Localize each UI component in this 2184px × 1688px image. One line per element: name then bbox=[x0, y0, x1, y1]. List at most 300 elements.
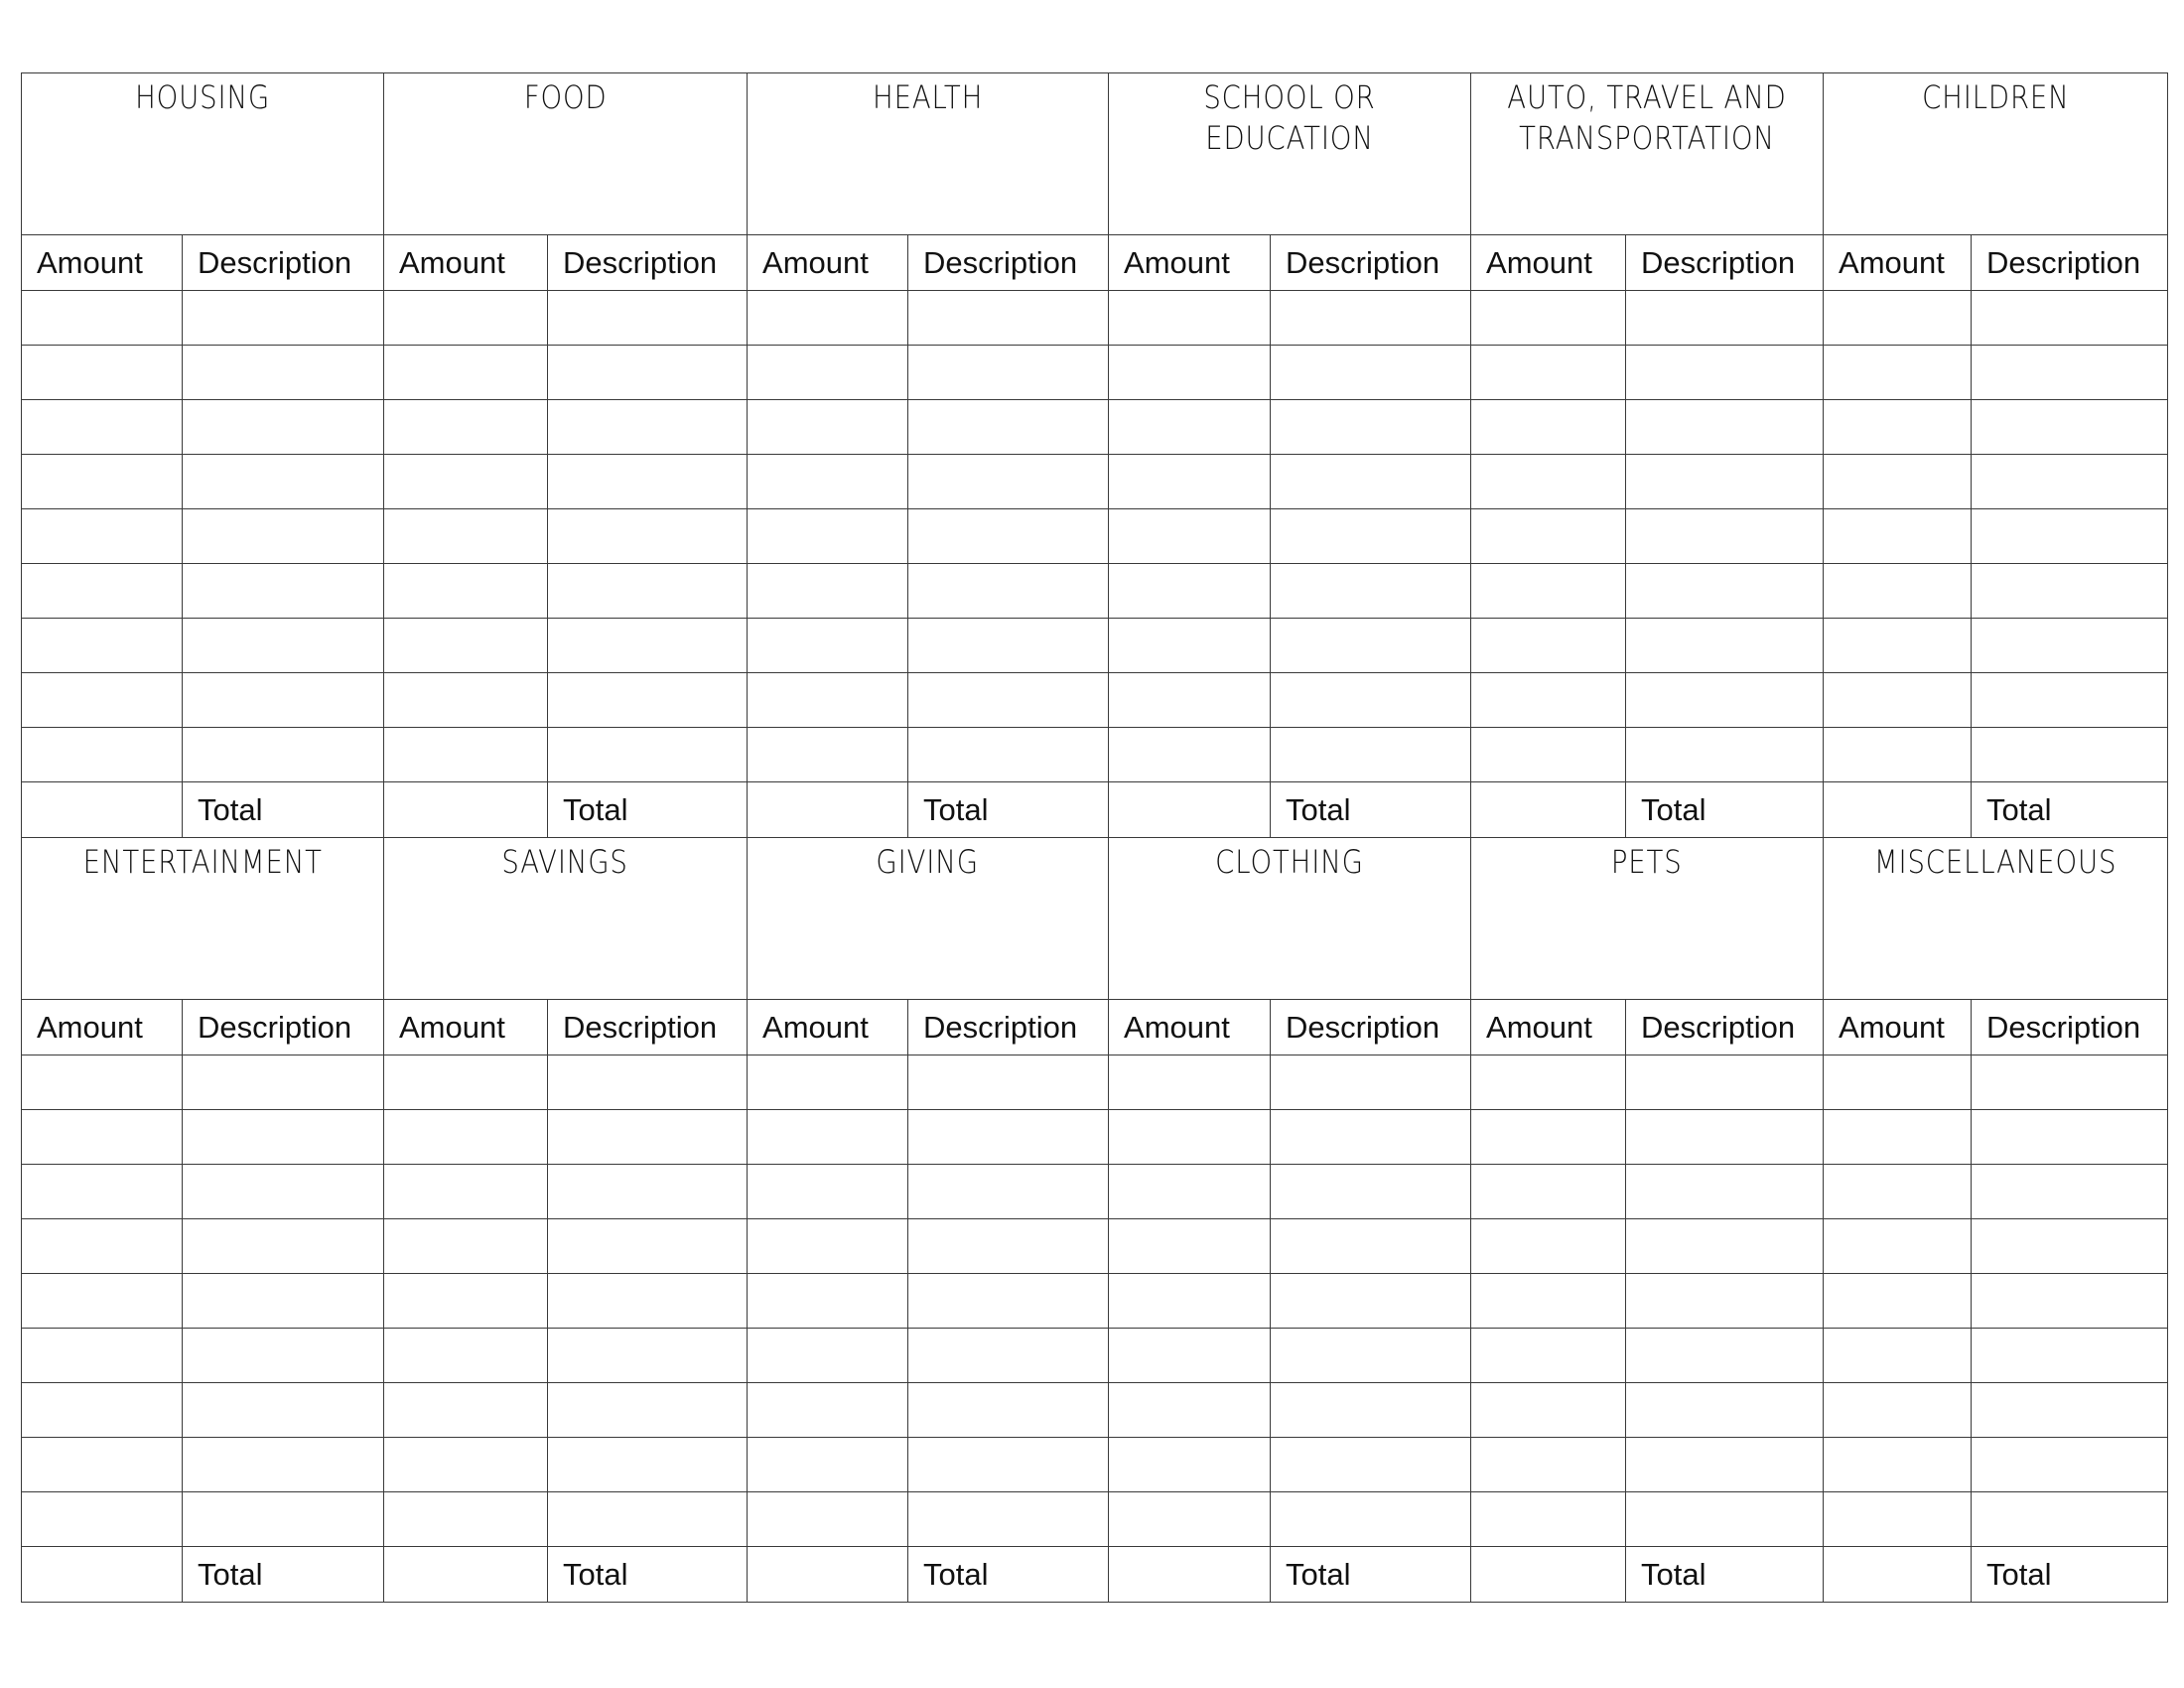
description-entry-cell[interactable] bbox=[1972, 346, 2168, 400]
amount-entry-cell[interactable] bbox=[1824, 1110, 1972, 1165]
category-title-cell bbox=[1471, 838, 1824, 1000]
amount-entry-cell[interactable] bbox=[384, 455, 548, 509]
entry-row bbox=[22, 1274, 2168, 1329]
amount-entry-cell[interactable] bbox=[1824, 1274, 1972, 1329]
amount-entry-cell[interactable] bbox=[748, 1383, 908, 1438]
amount-entry-cell[interactable] bbox=[22, 728, 183, 782]
entry-row bbox=[22, 619, 2168, 673]
description-entry-cell[interactable] bbox=[548, 673, 748, 728]
amount-entry-cell[interactable] bbox=[384, 509, 548, 564]
amount-entry-cell[interactable] bbox=[1824, 1438, 1972, 1492]
amount-entry-cell[interactable] bbox=[1824, 509, 1972, 564]
amount-entry-cell[interactable] bbox=[384, 291, 548, 346]
amount-entry-cell[interactable] bbox=[384, 1438, 548, 1492]
amount-entry-cell[interactable] bbox=[22, 1219, 183, 1274]
column-header-row bbox=[22, 1000, 2168, 1055]
amount-column-header: Amount bbox=[748, 1000, 908, 1055]
description-entry-cell[interactable] bbox=[1626, 619, 1824, 673]
entry-row bbox=[22, 400, 2168, 455]
amount-column-header: Amount bbox=[1109, 1000, 1271, 1055]
description-entry-cell[interactable] bbox=[1271, 1110, 1471, 1165]
total-label: Total bbox=[908, 1547, 1109, 1603]
amount-entry-cell[interactable] bbox=[748, 291, 908, 346]
description-entry-cell[interactable] bbox=[1271, 1329, 1471, 1383]
amount-entry-cell[interactable] bbox=[22, 509, 183, 564]
category-title: AUTO, TRAVEL AND TRANSPORTATION bbox=[1507, 78, 1787, 157]
amount-entry-cell[interactable] bbox=[22, 619, 183, 673]
description-entry-cell[interactable] bbox=[183, 619, 384, 673]
description-entry-cell[interactable] bbox=[1626, 1438, 1824, 1492]
amount-column-header: Amount bbox=[1824, 235, 1972, 291]
category-title-cell bbox=[384, 73, 748, 235]
description-entry-cell[interactable] bbox=[1626, 1219, 1824, 1274]
amount-entry-cell[interactable] bbox=[1109, 1165, 1271, 1219]
amount-entry-cell[interactable] bbox=[1824, 1492, 1972, 1547]
description-entry-cell[interactable] bbox=[548, 1383, 748, 1438]
entry-row bbox=[22, 346, 2168, 400]
category-title: ENTERTAINMENT bbox=[82, 843, 323, 881]
description-entry-cell[interactable] bbox=[1972, 673, 2168, 728]
description-entry-cell[interactable] bbox=[183, 291, 384, 346]
entry-row bbox=[22, 1383, 2168, 1438]
amount-entry-cell[interactable] bbox=[384, 1055, 548, 1110]
category-title-cell bbox=[1824, 73, 2168, 235]
amount-entry-cell[interactable] bbox=[1109, 400, 1271, 455]
description-entry-cell[interactable] bbox=[1271, 564, 1471, 619]
amount-entry-cell[interactable] bbox=[1471, 1438, 1626, 1492]
description-entry-cell[interactable] bbox=[183, 1383, 384, 1438]
description-entry-cell[interactable] bbox=[1972, 564, 2168, 619]
description-entry-cell[interactable] bbox=[1271, 346, 1471, 400]
description-entry-cell[interactable] bbox=[1972, 1438, 2168, 1492]
description-entry-cell[interactable] bbox=[908, 1055, 1109, 1110]
description-entry-cell[interactable] bbox=[548, 619, 748, 673]
description-entry-cell[interactable] bbox=[908, 346, 1109, 400]
category-title: GIVING bbox=[876, 843, 980, 881]
total-label: Total bbox=[1626, 782, 1824, 838]
amount-entry-cell[interactable] bbox=[748, 400, 908, 455]
description-entry-cell[interactable] bbox=[1972, 1110, 2168, 1165]
amount-column-header: Amount bbox=[22, 1000, 183, 1055]
description-entry-cell[interactable] bbox=[548, 564, 748, 619]
description-entry-cell[interactable] bbox=[1271, 455, 1471, 509]
description-entry-cell[interactable] bbox=[1626, 564, 1824, 619]
amount-entry-cell[interactable] bbox=[1824, 291, 1972, 346]
amount-entry-cell[interactable] bbox=[748, 1055, 908, 1110]
description-entry-cell[interactable] bbox=[908, 1438, 1109, 1492]
amount-entry-cell[interactable] bbox=[1824, 728, 1972, 782]
description-entry-cell[interactable] bbox=[1271, 509, 1471, 564]
amount-entry-cell[interactable] bbox=[1824, 400, 1972, 455]
category-title: CLOTHING bbox=[1215, 843, 1364, 881]
amount-entry-cell[interactable] bbox=[384, 1110, 548, 1165]
category-title-cell bbox=[384, 838, 748, 1000]
amount-entry-cell[interactable] bbox=[1109, 728, 1271, 782]
amount-entry-cell[interactable] bbox=[1109, 1274, 1271, 1329]
description-entry-cell[interactable] bbox=[1626, 509, 1824, 564]
description-entry-cell[interactable] bbox=[183, 346, 384, 400]
description-entry-cell[interactable] bbox=[183, 1110, 384, 1165]
description-column-header: Description bbox=[1626, 235, 1824, 291]
description-entry-cell[interactable] bbox=[908, 1383, 1109, 1438]
category-title-cell bbox=[1824, 838, 2168, 1000]
entry-row bbox=[22, 509, 2168, 564]
description-entry-cell[interactable] bbox=[1271, 1055, 1471, 1110]
description-entry-cell[interactable] bbox=[1271, 1383, 1471, 1438]
total-label: Total bbox=[183, 1547, 384, 1603]
description-entry-cell[interactable] bbox=[908, 673, 1109, 728]
total-amount-cell[interactable] bbox=[1824, 782, 1972, 838]
amount-entry-cell[interactable] bbox=[1471, 1165, 1626, 1219]
total-label: Total bbox=[183, 782, 384, 838]
amount-entry-cell[interactable] bbox=[1109, 1110, 1271, 1165]
description-entry-cell[interactable] bbox=[908, 1492, 1109, 1547]
category-title-cell bbox=[22, 73, 384, 235]
description-entry-cell[interactable] bbox=[183, 564, 384, 619]
description-entry-cell[interactable] bbox=[908, 619, 1109, 673]
category-title-cell bbox=[748, 73, 1109, 235]
amount-entry-cell[interactable] bbox=[22, 1438, 183, 1492]
amount-entry-cell[interactable] bbox=[748, 346, 908, 400]
amount-entry-cell[interactable] bbox=[1109, 346, 1271, 400]
amount-entry-cell[interactable] bbox=[1824, 564, 1972, 619]
description-entry-cell[interactable] bbox=[1972, 455, 2168, 509]
description-entry-cell[interactable] bbox=[183, 728, 384, 782]
description-column-header: Description bbox=[1271, 235, 1471, 291]
entry-row bbox=[22, 564, 2168, 619]
amount-entry-cell[interactable] bbox=[22, 291, 183, 346]
amount-entry-cell[interactable] bbox=[1471, 728, 1626, 782]
amount-entry-cell[interactable] bbox=[22, 564, 183, 619]
amount-entry-cell[interactable] bbox=[1471, 564, 1626, 619]
description-entry-cell[interactable] bbox=[183, 1492, 384, 1547]
entry-row bbox=[22, 728, 2168, 782]
total-row bbox=[22, 1547, 2168, 1603]
budget-worksheet-table bbox=[21, 72, 2168, 1603]
description-column-header: Description bbox=[1271, 1000, 1471, 1055]
amount-entry-cell[interactable] bbox=[1471, 509, 1626, 564]
category-title: MISCELLANEOUS bbox=[1873, 843, 2117, 881]
amount-entry-cell[interactable] bbox=[384, 1165, 548, 1219]
total-amount-cell[interactable] bbox=[1471, 782, 1626, 838]
description-entry-cell[interactable] bbox=[1626, 1110, 1824, 1165]
description-entry-cell[interactable] bbox=[908, 400, 1109, 455]
amount-entry-cell[interactable] bbox=[22, 400, 183, 455]
amount-entry-cell[interactable] bbox=[384, 1383, 548, 1438]
amount-entry-cell[interactable] bbox=[1109, 673, 1271, 728]
description-entry-cell[interactable] bbox=[1626, 1055, 1824, 1110]
description-entry-cell[interactable] bbox=[1271, 1219, 1471, 1274]
description-entry-cell[interactable] bbox=[183, 1055, 384, 1110]
description-entry-cell[interactable] bbox=[1626, 1274, 1824, 1329]
amount-entry-cell[interactable] bbox=[748, 455, 908, 509]
description-entry-cell[interactable] bbox=[1626, 455, 1824, 509]
total-amount-cell[interactable] bbox=[384, 1547, 548, 1603]
amount-entry-cell[interactable] bbox=[1109, 619, 1271, 673]
column-header-row bbox=[22, 235, 2168, 291]
description-entry-cell[interactable] bbox=[1271, 728, 1471, 782]
total-label: Total bbox=[1972, 1547, 2168, 1603]
amount-entry-cell[interactable] bbox=[384, 619, 548, 673]
description-column-header: Description bbox=[1972, 235, 2168, 291]
amount-entry-cell[interactable] bbox=[384, 564, 548, 619]
amount-entry-cell[interactable] bbox=[384, 346, 548, 400]
description-entry-cell[interactable] bbox=[1626, 728, 1824, 782]
amount-entry-cell[interactable] bbox=[1824, 1329, 1972, 1383]
total-amount-cell[interactable] bbox=[748, 782, 908, 838]
amount-entry-cell[interactable] bbox=[384, 400, 548, 455]
total-amount-cell[interactable] bbox=[1824, 1547, 1972, 1603]
description-entry-cell[interactable] bbox=[1271, 1274, 1471, 1329]
amount-entry-cell[interactable] bbox=[1471, 673, 1626, 728]
amount-entry-cell[interactable] bbox=[748, 1492, 908, 1547]
description-entry-cell[interactable] bbox=[1271, 619, 1471, 673]
amount-entry-cell[interactable] bbox=[1824, 619, 1972, 673]
amount-entry-cell[interactable] bbox=[1824, 1165, 1972, 1219]
description-entry-cell[interactable] bbox=[548, 1438, 748, 1492]
description-entry-cell[interactable] bbox=[1271, 291, 1471, 346]
total-label: Total bbox=[1972, 782, 2168, 838]
total-amount-cell[interactable] bbox=[22, 782, 183, 838]
category-header-row bbox=[22, 838, 2168, 1000]
amount-entry-cell[interactable] bbox=[748, 1110, 908, 1165]
amount-entry-cell[interactable] bbox=[1824, 1055, 1972, 1110]
amount-entry-cell[interactable] bbox=[1109, 1329, 1271, 1383]
amount-entry-cell[interactable] bbox=[22, 1110, 183, 1165]
description-entry-cell[interactable] bbox=[1972, 1383, 2168, 1438]
description-entry-cell[interactable] bbox=[548, 509, 748, 564]
amount-entry-cell[interactable] bbox=[748, 564, 908, 619]
description-entry-cell[interactable] bbox=[1972, 400, 2168, 455]
total-label: Total bbox=[548, 1547, 748, 1603]
amount-entry-cell[interactable] bbox=[22, 1165, 183, 1219]
description-entry-cell[interactable] bbox=[908, 1274, 1109, 1329]
description-entry-cell[interactable] bbox=[1626, 400, 1824, 455]
description-entry-cell[interactable] bbox=[1972, 509, 2168, 564]
amount-entry-cell[interactable] bbox=[748, 1329, 908, 1383]
description-entry-cell[interactable] bbox=[548, 1329, 748, 1383]
description-entry-cell[interactable] bbox=[1271, 1438, 1471, 1492]
description-entry-cell[interactable] bbox=[1972, 619, 2168, 673]
description-entry-cell[interactable] bbox=[548, 1110, 748, 1165]
amount-entry-cell[interactable] bbox=[1471, 291, 1626, 346]
amount-entry-cell[interactable] bbox=[1109, 1383, 1271, 1438]
description-entry-cell[interactable] bbox=[1972, 728, 2168, 782]
description-entry-cell[interactable] bbox=[183, 455, 384, 509]
amount-column-header: Amount bbox=[1471, 235, 1626, 291]
amount-entry-cell[interactable] bbox=[1471, 1329, 1626, 1383]
amount-entry-cell[interactable] bbox=[748, 1165, 908, 1219]
amount-entry-cell[interactable] bbox=[22, 346, 183, 400]
amount-entry-cell[interactable] bbox=[22, 455, 183, 509]
amount-entry-cell[interactable] bbox=[1109, 1438, 1271, 1492]
amount-entry-cell[interactable] bbox=[1824, 1383, 1972, 1438]
description-entry-cell[interactable] bbox=[548, 1492, 748, 1547]
amount-entry-cell[interactable] bbox=[1109, 564, 1271, 619]
amount-entry-cell[interactable] bbox=[748, 509, 908, 564]
amount-column-header: Amount bbox=[384, 235, 548, 291]
category-title-cell bbox=[1471, 73, 1824, 235]
description-column-header: Description bbox=[1626, 1000, 1824, 1055]
description-entry-cell[interactable] bbox=[183, 1274, 384, 1329]
amount-entry-cell[interactable] bbox=[1109, 1492, 1271, 1547]
amount-entry-cell[interactable] bbox=[1824, 673, 1972, 728]
description-entry-cell[interactable] bbox=[1972, 1329, 2168, 1383]
amount-entry-cell[interactable] bbox=[1824, 346, 1972, 400]
total-amount-cell[interactable] bbox=[748, 1547, 908, 1603]
description-entry-cell[interactable] bbox=[908, 1329, 1109, 1383]
entry-row bbox=[22, 291, 2168, 346]
description-column-header: Description bbox=[183, 235, 384, 291]
amount-entry-cell[interactable] bbox=[1109, 455, 1271, 509]
description-entry-cell[interactable] bbox=[908, 455, 1109, 509]
amount-entry-cell[interactable] bbox=[748, 1274, 908, 1329]
amount-entry-cell[interactable] bbox=[1109, 509, 1271, 564]
description-entry-cell[interactable] bbox=[1626, 291, 1824, 346]
description-entry-cell[interactable] bbox=[1271, 400, 1471, 455]
amount-entry-cell[interactable] bbox=[1109, 1055, 1271, 1110]
amount-entry-cell[interactable] bbox=[748, 673, 908, 728]
category-header-row bbox=[22, 73, 2168, 235]
description-entry-cell[interactable] bbox=[548, 1165, 748, 1219]
amount-entry-cell[interactable] bbox=[748, 1438, 908, 1492]
amount-column-header: Amount bbox=[22, 235, 183, 291]
amount-entry-cell[interactable] bbox=[1471, 619, 1626, 673]
amount-entry-cell[interactable] bbox=[1109, 291, 1271, 346]
amount-entry-cell[interactable] bbox=[748, 728, 908, 782]
description-entry-cell[interactable] bbox=[1972, 1055, 2168, 1110]
description-entry-cell[interactable] bbox=[908, 1110, 1109, 1165]
description-entry-cell[interactable] bbox=[1271, 673, 1471, 728]
amount-entry-cell[interactable] bbox=[22, 1329, 183, 1383]
amount-entry-cell[interactable] bbox=[748, 1219, 908, 1274]
description-entry-cell[interactable] bbox=[908, 1165, 1109, 1219]
description-entry-cell[interactable] bbox=[183, 1329, 384, 1383]
amount-entry-cell[interactable] bbox=[1471, 1492, 1626, 1547]
total-label: Total bbox=[1271, 1547, 1471, 1603]
entry-row bbox=[22, 1438, 2168, 1492]
amount-entry-cell[interactable] bbox=[1471, 455, 1626, 509]
description-entry-cell[interactable] bbox=[548, 1055, 748, 1110]
total-amount-cell[interactable] bbox=[22, 1547, 183, 1603]
description-entry-cell[interactable] bbox=[1972, 1219, 2168, 1274]
description-entry-cell[interactable] bbox=[548, 400, 748, 455]
amount-column-header: Amount bbox=[1471, 1000, 1626, 1055]
entry-row bbox=[22, 1165, 2168, 1219]
description-entry-cell[interactable] bbox=[183, 1165, 384, 1219]
total-label: Total bbox=[548, 782, 748, 838]
description-entry-cell[interactable] bbox=[1271, 1165, 1471, 1219]
description-entry-cell[interactable] bbox=[1626, 346, 1824, 400]
entry-row bbox=[22, 1329, 2168, 1383]
description-entry-cell[interactable] bbox=[1972, 1492, 2168, 1547]
description-entry-cell[interactable] bbox=[1626, 1165, 1824, 1219]
total-label: Total bbox=[1626, 1547, 1824, 1603]
description-entry-cell[interactable] bbox=[1626, 673, 1824, 728]
amount-entry-cell[interactable] bbox=[1471, 346, 1626, 400]
description-column-header: Description bbox=[908, 235, 1109, 291]
category-title: SAVINGS bbox=[501, 843, 629, 881]
total-amount-cell[interactable] bbox=[384, 782, 548, 838]
description-entry-cell[interactable] bbox=[908, 291, 1109, 346]
amount-entry-cell[interactable] bbox=[384, 1274, 548, 1329]
description-entry-cell[interactable] bbox=[183, 509, 384, 564]
description-column-header: Description bbox=[548, 1000, 748, 1055]
category-title-cell bbox=[1109, 838, 1471, 1000]
description-entry-cell[interactable] bbox=[548, 455, 748, 509]
description-entry-cell[interactable] bbox=[183, 400, 384, 455]
description-entry-cell[interactable] bbox=[1972, 291, 2168, 346]
amount-entry-cell[interactable] bbox=[1471, 1055, 1626, 1110]
description-entry-cell[interactable] bbox=[1626, 1492, 1824, 1547]
category-title-cell bbox=[22, 838, 384, 1000]
category-title: HEALTH bbox=[872, 78, 984, 116]
amount-entry-cell[interactable] bbox=[384, 1329, 548, 1383]
amount-entry-cell[interactable] bbox=[384, 1492, 548, 1547]
description-column-header: Description bbox=[1972, 1000, 2168, 1055]
amount-entry-cell[interactable] bbox=[1471, 1219, 1626, 1274]
amount-entry-cell[interactable] bbox=[1471, 1110, 1626, 1165]
amount-entry-cell[interactable] bbox=[384, 1219, 548, 1274]
description-entry-cell[interactable] bbox=[1626, 1329, 1824, 1383]
amount-entry-cell[interactable] bbox=[1471, 400, 1626, 455]
total-amount-cell[interactable] bbox=[1109, 1547, 1271, 1603]
description-entry-cell[interactable] bbox=[908, 728, 1109, 782]
description-entry-cell[interactable] bbox=[1972, 1165, 2168, 1219]
description-entry-cell[interactable] bbox=[548, 346, 748, 400]
amount-entry-cell[interactable] bbox=[1471, 1383, 1626, 1438]
amount-entry-cell[interactable] bbox=[1109, 1219, 1271, 1274]
amount-entry-cell[interactable] bbox=[1471, 1274, 1626, 1329]
amount-entry-cell[interactable] bbox=[22, 1055, 183, 1110]
description-entry-cell[interactable] bbox=[183, 1438, 384, 1492]
amount-entry-cell[interactable] bbox=[1824, 455, 1972, 509]
amount-entry-cell[interactable] bbox=[1824, 1219, 1972, 1274]
entry-row bbox=[22, 1219, 2168, 1274]
description-entry-cell[interactable] bbox=[548, 1219, 748, 1274]
amount-column-header: Amount bbox=[1109, 235, 1271, 291]
description-column-header: Description bbox=[183, 1000, 384, 1055]
category-title-cell bbox=[748, 838, 1109, 1000]
description-entry-cell[interactable] bbox=[183, 673, 384, 728]
description-entry-cell[interactable] bbox=[1271, 1492, 1471, 1547]
description-entry-cell[interactable] bbox=[1972, 1274, 2168, 1329]
description-entry-cell[interactable] bbox=[548, 1274, 748, 1329]
entry-row bbox=[22, 1055, 2168, 1110]
amount-entry-cell[interactable] bbox=[22, 673, 183, 728]
description-entry-cell[interactable] bbox=[908, 509, 1109, 564]
amount-entry-cell[interactable] bbox=[22, 1274, 183, 1329]
description-entry-cell[interactable] bbox=[1626, 1383, 1824, 1438]
entry-row bbox=[22, 673, 2168, 728]
amount-entry-cell[interactable] bbox=[22, 1492, 183, 1547]
amount-entry-cell[interactable] bbox=[748, 619, 908, 673]
description-column-header: Description bbox=[908, 1000, 1109, 1055]
description-entry-cell[interactable] bbox=[908, 564, 1109, 619]
description-entry-cell[interactable] bbox=[548, 291, 748, 346]
amount-entry-cell[interactable] bbox=[22, 1383, 183, 1438]
category-title: HOUSING bbox=[134, 78, 271, 116]
description-entry-cell[interactable] bbox=[183, 1219, 384, 1274]
total-amount-cell[interactable] bbox=[1471, 1547, 1626, 1603]
total-amount-cell[interactable] bbox=[1109, 782, 1271, 838]
description-entry-cell[interactable] bbox=[548, 728, 748, 782]
amount-entry-cell[interactable] bbox=[384, 673, 548, 728]
category-title: SCHOOL OR EDUCATION bbox=[1203, 78, 1376, 157]
amount-entry-cell[interactable] bbox=[384, 728, 548, 782]
description-entry-cell[interactable] bbox=[908, 1219, 1109, 1274]
total-label: Total bbox=[1271, 782, 1471, 838]
